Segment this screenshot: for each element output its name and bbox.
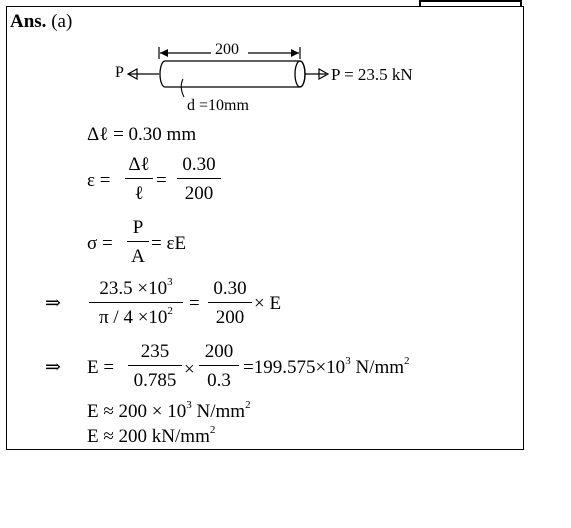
line4-num-1: $23.5 \times 10^3$: [99, 276, 173, 299]
load-right-label: P = 23.5 kN: [331, 65, 413, 84]
implies-arrow-1: ⇒: [45, 293, 61, 314]
bar-figure: [107, 37, 437, 119]
strain-den-1: ℓ: [134, 183, 144, 204]
line5-den-1: 0.785: [133, 370, 177, 391]
line6: $E \approx 200 \times 10^3$ $N/mm^2$: [87, 399, 251, 422]
dimension-arrow-right: [291, 49, 299, 57]
length-label: 200: [215, 41, 239, 58]
stress-den: A: [131, 246, 145, 267]
rod-end-right: [295, 61, 305, 87]
stress-rhs: = εE: [151, 233, 187, 254]
stress-fraction: [127, 218, 149, 266]
line5-num-2: 200: [204, 341, 234, 362]
line7: E ≈ 200 $kN/mm^2$: [87, 424, 216, 447]
strain-den-2: 200: [184, 183, 214, 204]
strain-equals: =: [156, 170, 167, 191]
dimension-arrow-left: [160, 49, 168, 57]
stress-lhs: σ =: [87, 233, 113, 254]
load-left-label: P: [115, 64, 124, 81]
line5-rhs: $=199.575\times 10^3$ $N/mm^2$: [243, 355, 410, 378]
line5-lhs: E =: [87, 357, 115, 378]
line4-equals: =: [189, 293, 200, 314]
strain-num-1: Δℓ: [128, 154, 150, 175]
diameter-leader: [181, 79, 184, 97]
line5-den-2: 0.3: [207, 370, 231, 391]
answer-heading: [10, 12, 72, 31]
line5-fraction-1: [128, 342, 182, 390]
line4-den-1: $\pi / 4 \times 10^2$: [99, 305, 173, 328]
strain-fraction-2: [177, 155, 221, 203]
elongation-line: Δℓ = 0.30 mm: [87, 124, 197, 145]
strain-fraction-1: [125, 155, 153, 203]
answer-option: (a): [46, 11, 73, 32]
strain-lhs: ε =: [87, 170, 111, 191]
diameter-label: d =10mm: [187, 97, 249, 114]
line5-times: ×: [184, 359, 195, 380]
implies-arrow-2: ⇒: [45, 357, 61, 378]
line4-fraction-2: [208, 279, 252, 327]
line5-fraction-2: [199, 342, 239, 390]
answer-box: [6, 6, 524, 450]
line4-fraction-1: [89, 276, 183, 328]
stress-num: P: [132, 217, 144, 238]
line4-rhs: × E: [254, 293, 282, 314]
line4-den-2: 200: [215, 307, 245, 328]
line5-num-1: 235: [140, 341, 170, 362]
line4-num-2: 0.30: [213, 278, 247, 299]
answer-label: Ans.: [10, 11, 47, 32]
strain-num-2: 0.30: [182, 154, 216, 175]
